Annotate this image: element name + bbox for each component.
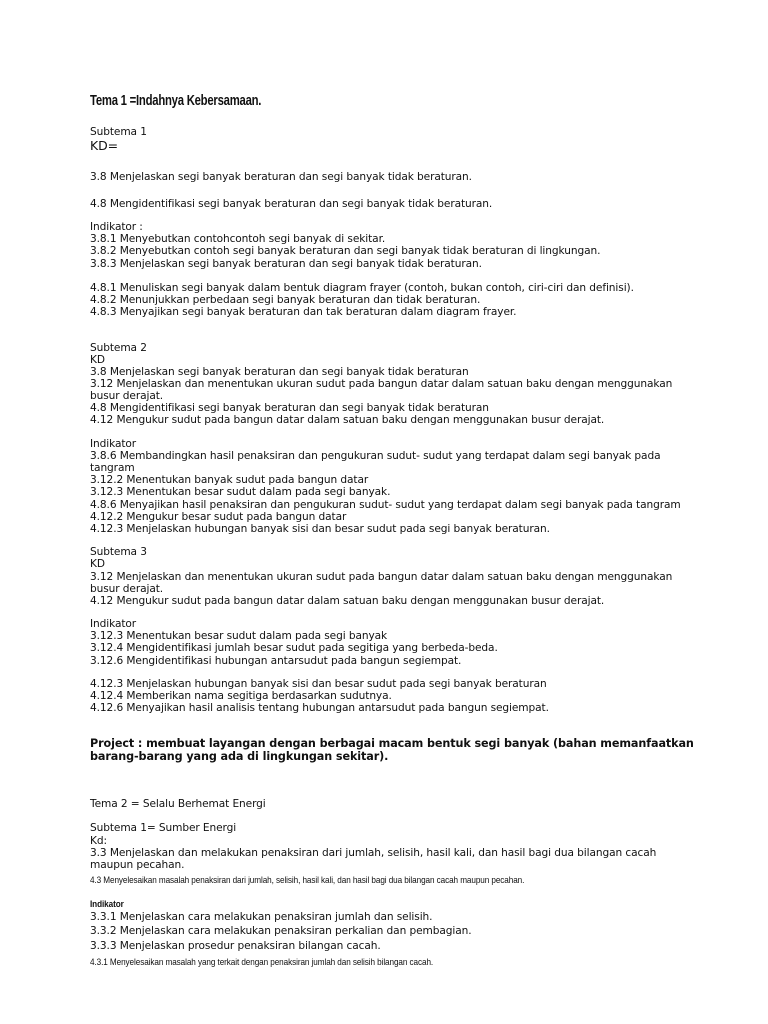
subtema3-indikator-b-2: 4.12.4 Memberikan nama segitiga berdasarkan sudutnya. — [90, 690, 392, 702]
subtema3-kd-3: 4.12 Mengukur sudut pada bangun datar dalam satuan baku dengan menggunakan busur derajat. — [90, 595, 605, 607]
subtema3-kd-1: 3.12 Menjelaskan dan menentukan ukuran sudut pada bangun datar dalam satuan baku dengan menggunakan — [90, 571, 673, 583]
subtema1-indikator-a-2: 3.8.2 Menyebutkan contoh segi banyak beraturan dan segi banyak tidak beraturan di lingkungan. — [90, 245, 601, 257]
subtema2-indikator-3: 3.12.2 Menentukan banyak sudut pada bangun datar — [90, 474, 369, 486]
tema2-indikator-small: 4.3.1 Menyelesaikan masalah yang terkait dengan penaksiran jumlah dan selisih bilangan cacah. — [90, 957, 434, 968]
subtema3-indikator-label: Indikator — [90, 618, 137, 630]
subtema2-heading: Subtema 2 — [90, 342, 147, 354]
tema2-indikator-3: 3.3.3 Menjelaskan prosedur penaksiran bilangan cacah. — [90, 940, 381, 952]
subtema2-kd-label: KD — [90, 354, 105, 366]
subtema1-indikator-label: Indikator : — [90, 221, 143, 233]
subtema2-indikator-2: tangram — [90, 462, 135, 474]
subtema3-indikator-a-1: 3.12.3 Menentukan besar sudut dalam pada segi banyak — [90, 630, 388, 642]
subtema3-kd-2: busur derajat. — [90, 583, 164, 595]
subtema2-kd-5: 4.12 Mengukur sudut pada bangun datar dalam satuan baku dengan menggunakan busur derajat. — [90, 414, 605, 426]
tema1-title: Tema 1 =Indahnya Kebersamaan. — [90, 93, 262, 109]
subtema1-heading: Subtema 1 — [90, 126, 147, 138]
subtema1-kd-label: KD= — [90, 138, 118, 153]
subtema1-indikator-b-2: 4.8.2 Menunjukkan perbedaan segi banyak beraturan dan tidak beraturan. — [90, 294, 481, 306]
subtema2-kd-1: 3.8 Menjelaskan segi banyak beraturan dan segi banyak tidak beraturan — [90, 366, 469, 378]
subtema2-kd-4: 4.8 Mengidentifikasi segi banyak beraturan dan segi banyak tidak beraturan — [90, 402, 489, 414]
project-line-1: Project : membuat layangan dengan berbagai macam bentuk segi banyak (bahan memanfaatkan — [90, 737, 694, 750]
tema2-indikator-1: 3.3.1 Menjelaskan cara melakukan penaksiran jumlah dan selisih. — [90, 911, 433, 923]
subtema2-indikator-5: 4.8.6 Menyajikan hasil penaksiran dan pengukuran sudut- sudut yang terdapat dalam segi banyak pada tangram — [90, 499, 681, 511]
subtema1-kd-2: 4.8 Mengidentifikasi segi banyak beraturan dan segi banyak tidak beraturan. — [90, 198, 493, 210]
subtema3-heading: Subtema 3 — [90, 546, 147, 558]
tema2-title: Tema 2 = Selalu Berhemat Energi — [90, 798, 266, 810]
tema2-kd-2: maupun pecahan. — [90, 859, 185, 871]
tema2-subtema1-heading: Subtema 1= Sumber Energi — [90, 822, 237, 834]
subtema1-indikator-a-1: 3.8.1 Menyebutkan contohcontoh segi banyak di sekitar. — [90, 233, 386, 245]
project-line-2: barang-barang yang ada di lingkungan sekitar). — [90, 750, 389, 763]
tema2-kd-1: 3.3 Menjelaskan dan melakukan penaksiran dari jumlah, selisih, hasil kali, dan hasil bagi dua bilangan cacah — [90, 847, 657, 859]
subtema2-indikator-label: Indikator — [90, 438, 137, 450]
tema2-indikator-2: 3.3.2 Menjelaskan cara melakukan penaksiran perkalian dan pembagian. — [90, 925, 472, 937]
subtema3-indikator-b-1: 4.12.3 Menjelaskan hubungan banyak sisi dan besar sudut pada segi banyak beraturan — [90, 678, 547, 690]
subtema3-indikator-b-3: 4.12.6 Menyajikan hasil analisis tentang hubungan antarsudut pada bangun segiempat. — [90, 702, 549, 714]
subtema3-indikator-a-3: 3.12.6 Mengidentifikasi hubungan antarsudut pada bangun segiempat. — [90, 655, 462, 667]
subtema1-kd-1: 3.8 Menjelaskan segi banyak beraturan dan segi banyak tidak beraturan. — [90, 171, 472, 183]
tema2-kd-label: Kd: — [90, 835, 107, 847]
subtema2-kd-3: busur derajat. — [90, 390, 164, 402]
tema2-indikator-label: Indikator — [90, 899, 124, 910]
subtema1-indikator-b-3: 4.8.3 Menyajikan segi banyak beraturan dan tak beraturan dalam diagram frayer. — [90, 306, 517, 318]
subtema3-kd-label: KD — [90, 558, 105, 570]
subtema2-indikator-1: 3.8.6 Membandingkan hasil penaksiran dan pengukuran sudut- sudut yang terdapat dalam segi banyak pada — [90, 450, 661, 462]
subtema1-indikator-a-3: 3.8.3 Menjelaskan segi banyak beraturan dan segi banyak tidak beraturan. — [90, 258, 482, 270]
subtema2-indikator-4: 3.12.3 Menentukan besar sudut dalam pada segi banyak. — [90, 486, 391, 498]
subtema2-indikator-7: 4.12.3 Menjelaskan hubungan banyak sisi dan besar sudut pada segi banyak beraturan. — [90, 523, 550, 535]
subtema3-indikator-a-2: 3.12.4 Mengidentifikasi jumlah besar sudut pada segitiga yang berbeda-beda. — [90, 642, 498, 654]
subtema1-indikator-b-1: 4.8.1 Menuliskan segi banyak dalam bentuk diagram frayer (contoh, bukan contoh, ciri-ciri dan definisi). — [90, 282, 634, 294]
subtema2-kd-2: 3.12 Menjelaskan dan menentukan ukuran sudut pada bangun datar dalam satuan baku dengan menggunakan — [90, 378, 673, 390]
tema2-kd-small: 4.3 Menyelesaikan masalah penaksiran dari jumlah, selisih, hasil kali, dan hasil bagi dua bilangan cacah maupun pecahan. — [90, 875, 525, 886]
subtema2-indikator-6: 4.12.2 Mengukur besar sudut pada bangun datar — [90, 511, 347, 523]
